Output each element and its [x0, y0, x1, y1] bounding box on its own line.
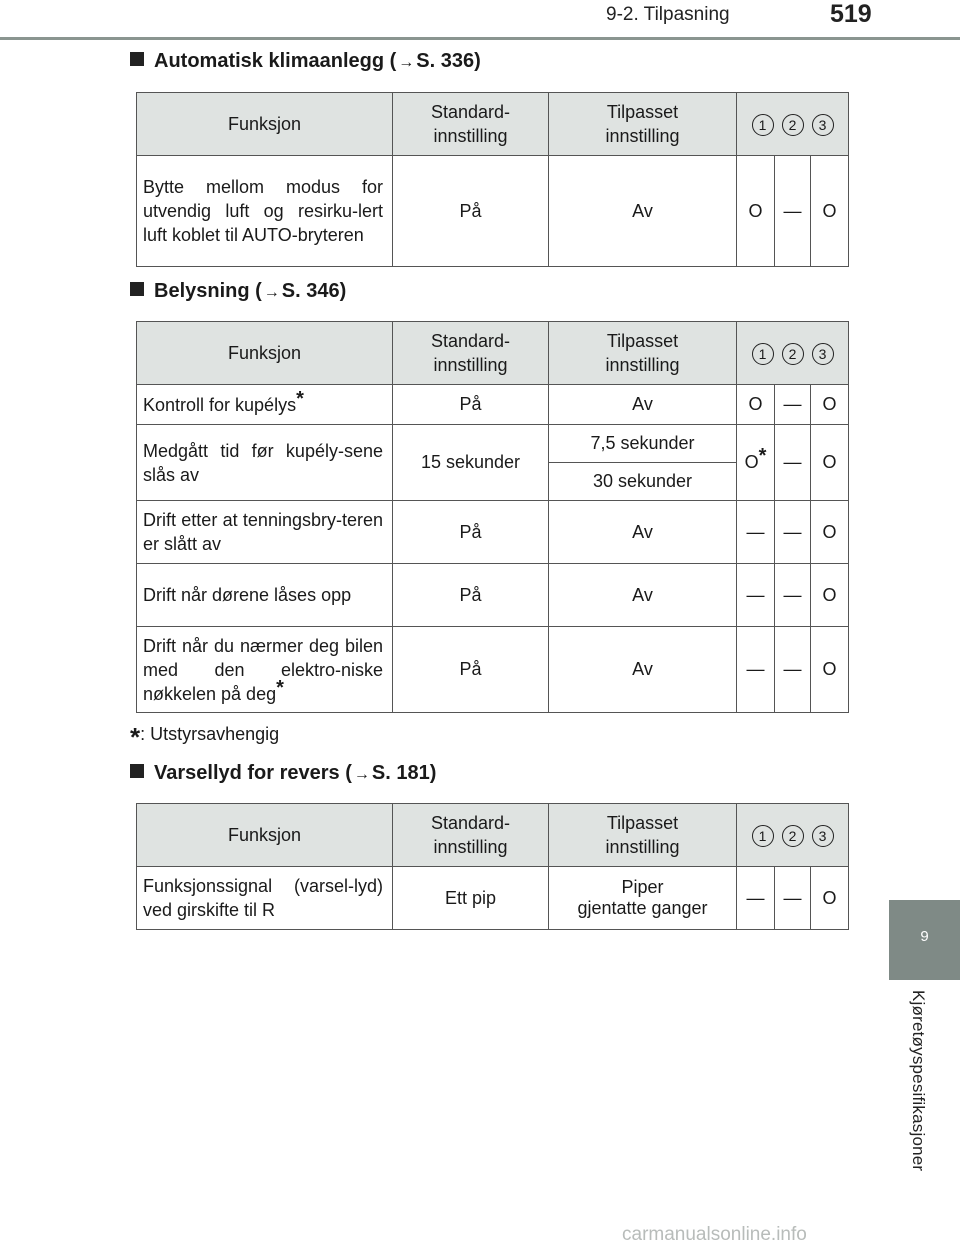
custom-cell: Av: [549, 385, 737, 425]
method-1-cell: —: [737, 501, 775, 564]
table-row: [137, 627, 849, 713]
method-1-icon: 1: [752, 114, 774, 136]
table-lighting: [136, 321, 849, 713]
asterisk-mark: *: [130, 722, 141, 752]
function-cell: Bytte mellom modus for utvendig luft og resirku-lert luft koblet til AUTO-bryteren: [137, 156, 393, 267]
default-cell: På: [393, 156, 549, 267]
method-1-icon: 1: [752, 343, 774, 365]
method-2-icon: 2: [782, 343, 804, 365]
col-custom: Tilpasset innstilling: [549, 322, 737, 385]
default-cell: På: [393, 501, 549, 564]
col-custom: Tilpasset innstilling: [549, 804, 737, 867]
heading-climate: Automatisk klimaanlegg ( → S. 336): [130, 50, 481, 73]
method-3-cell: O: [811, 425, 849, 501]
method-2-cell: —: [775, 627, 811, 713]
method-3-cell: O: [811, 501, 849, 564]
custom-cell: Av: [549, 156, 737, 267]
function-cell: Drift når du nærmer deg bilen med den elektro-niske nøkkelen på deg*: [137, 627, 393, 713]
col-default: Standard- innstilling: [393, 93, 549, 156]
page-reference-link[interactable]: S. 346): [281, 280, 347, 302]
method-3-icon: 3: [812, 114, 834, 136]
function-cell: Funksjonssignal (varsel-lyd) ved girskifte til R: [137, 867, 393, 930]
custom-cell: 30 sekunder: [549, 463, 737, 501]
method-1-cell: —: [737, 627, 775, 713]
asterisk-mark: *: [296, 387, 304, 410]
custom-cell: Piper gjentatte ganger: [549, 867, 737, 930]
default-cell: På: [393, 385, 549, 425]
header-divider: [0, 37, 960, 40]
default-cell: Ett pip: [393, 867, 549, 930]
section-title: 9-2. Tilpasning: [606, 4, 730, 25]
function-cell: Drift etter at tenningsbry-teren er slått av: [137, 501, 393, 564]
custom-cell: Av: [549, 627, 737, 713]
chapter-tab: [889, 900, 960, 980]
table-reverse-buzzer: [136, 803, 849, 930]
method-3-icon: 3: [812, 343, 834, 365]
asterisk-mark: *: [276, 676, 284, 699]
method-2-icon: 2: [782, 825, 804, 847]
custom-cell: Av: [549, 564, 737, 627]
default-cell: På: [393, 564, 549, 627]
method-3-cell: O: [811, 385, 849, 425]
custom-cell: Av: [549, 501, 737, 564]
table-row: [137, 501, 849, 564]
method-3-cell: O: [811, 156, 849, 267]
method-1-cell: —: [737, 867, 775, 930]
chapter-label: Kjøretøyspesifikasjoner: [909, 990, 928, 1172]
col-default: Standard- innstilling: [393, 322, 549, 385]
custom-cell: 7,5 sekunder: [549, 425, 737, 463]
page-number: 519: [830, 0, 872, 28]
method-1-cell: O: [737, 385, 775, 425]
page-reference-link[interactable]: S. 181): [371, 762, 437, 784]
method-2-icon: 2: [782, 114, 804, 136]
function-cell: Kontroll for kupélys*: [137, 385, 393, 425]
function-cell: Drift når dørene låses opp: [137, 564, 393, 627]
col-methods: [737, 322, 849, 385]
footnote: *: Utstyrsavhengig: [130, 722, 280, 752]
col-function: Funksjon: [137, 93, 393, 156]
method-1-cell: O: [737, 156, 775, 267]
heading-reverse-buzzer: Varsellyd for revers ( → S. 181): [130, 762, 436, 785]
method-2-cell: —: [775, 156, 811, 267]
method-2-cell: —: [775, 564, 811, 627]
bullet-square-icon: [130, 282, 144, 296]
method-2-cell: —: [775, 385, 811, 425]
table-row: [137, 385, 849, 425]
heading-lighting: Belysning ( → S. 346): [130, 280, 346, 303]
watermark: carmanualsonline.info: [622, 1224, 807, 1245]
method-2-cell: —: [775, 867, 811, 930]
table-header-row: [137, 804, 849, 867]
col-custom: Tilpasset innstilling: [549, 93, 737, 156]
function-cell: Medgått tid før kupély-sene slås av: [137, 425, 393, 501]
page-reference-link[interactable]: S. 336): [416, 50, 481, 72]
method-3-cell: O: [811, 627, 849, 713]
method-2-cell: —: [775, 501, 811, 564]
method-1-cell: O*: [737, 425, 775, 501]
bullet-square-icon: [130, 52, 144, 66]
arrow-icon: →: [263, 284, 280, 301]
arrow-icon: →: [353, 766, 370, 783]
table-header-row: [137, 322, 849, 385]
default-cell: 15 sekunder: [393, 425, 549, 501]
method-3-cell: O: [811, 867, 849, 930]
method-2-cell: —: [775, 425, 811, 501]
asterisk-mark: *: [758, 445, 767, 467]
table-row: [137, 564, 849, 627]
col-function: Funksjon: [137, 804, 393, 867]
table-row: [137, 156, 849, 267]
col-methods: [737, 804, 849, 867]
col-methods: [737, 93, 849, 156]
table-climate: [136, 92, 849, 267]
chapter-number: 9: [920, 928, 929, 945]
default-cell: På: [393, 627, 549, 713]
table-header-row: [137, 93, 849, 156]
bullet-square-icon: [130, 764, 144, 778]
table-row: [137, 425, 849, 463]
method-3-cell: O: [811, 564, 849, 627]
method-1-icon: 1: [752, 825, 774, 847]
method-1-cell: —: [737, 564, 775, 627]
arrow-icon: →: [398, 54, 415, 71]
col-default: Standard- innstilling: [393, 804, 549, 867]
method-3-icon: 3: [812, 825, 834, 847]
col-function: Funksjon: [137, 322, 393, 385]
table-row: [137, 867, 849, 930]
